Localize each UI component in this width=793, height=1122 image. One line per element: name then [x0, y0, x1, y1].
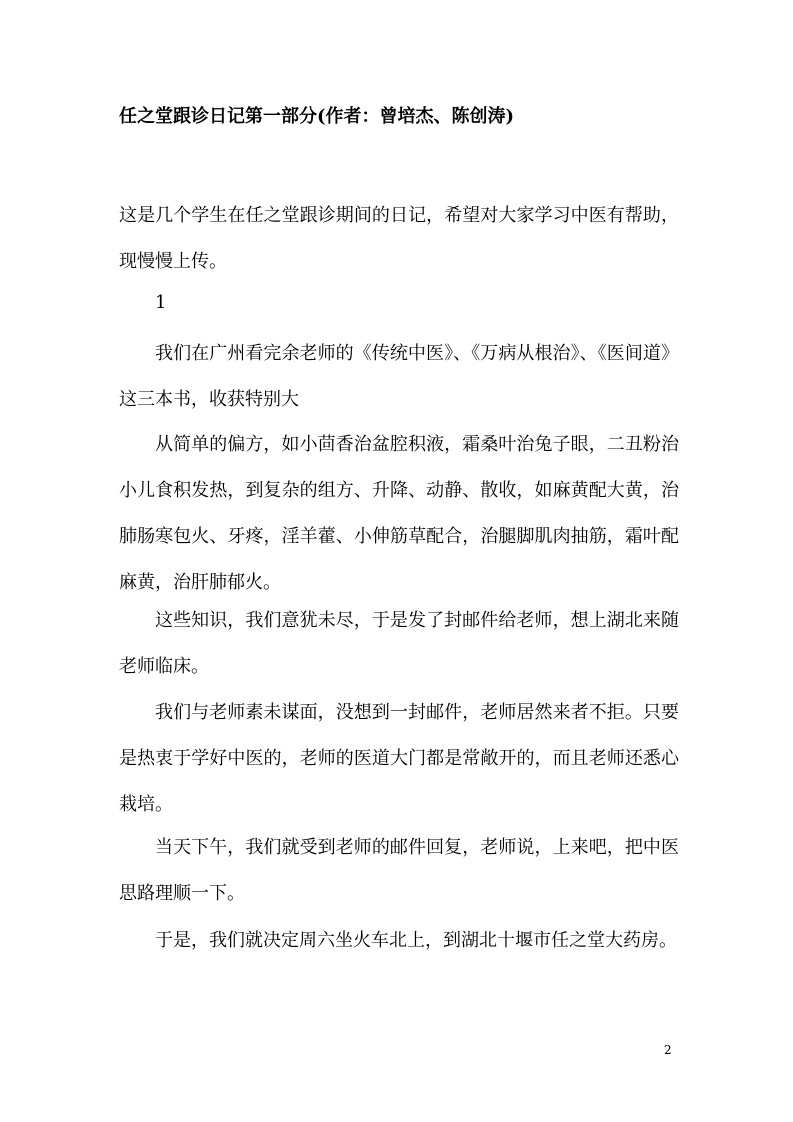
page-number: 2 — [664, 1043, 672, 1057]
paragraph-remedies: 从简单的偏方，如小茴香治盆腔积液，霜桑叶治兔子眼，二丑粉治小儿食积发热，到复杂的组方、升降、动静、散收，如麻黄配大黄，治肺肠寒包火、牙疼，淫羊藿、小伸筋草配合，治腿脚肌肉抽筋，霜叶配麻黄，治肝肺郁火。 — [119, 434, 679, 593]
paragraph-books: 我们在广州看完余老师的《传统中医》、《万病从根治》、《医间道》这三本书，收获特别大 — [119, 343, 679, 410]
section-number: 1 — [155, 292, 167, 313]
paragraph-teacher: 我们与老师素未谋面，没想到一封邮件，老师居然来者不拒。只要是热衷于学好中医的，老师的医道大门都是常敞开的，而且老师还悉心栽培。 — [119, 702, 679, 815]
paragraph-journey: 于是，我们就决定周六坐火车北上，到湖北十堰市任之堂大药房。 — [155, 930, 677, 951]
paragraph-reply: 当天下午，我们就受到老师的邮件回复，老师说，上来吧，把中医思路理顺一下。 — [119, 837, 679, 904]
paragraph-email: 这些知识，我们意犹未尽，于是发了封邮件给老师，想上湖北来随老师临床。 — [119, 610, 679, 677]
document-title: 任之堂跟诊日记第一部分(作者：曾培杰、陈创涛) — [119, 106, 515, 127]
paragraph-intro: 这是几个学生在任之堂跟诊期间的日记，希望对大家学习中医有帮助，现慢慢上传。 — [119, 205, 679, 272]
